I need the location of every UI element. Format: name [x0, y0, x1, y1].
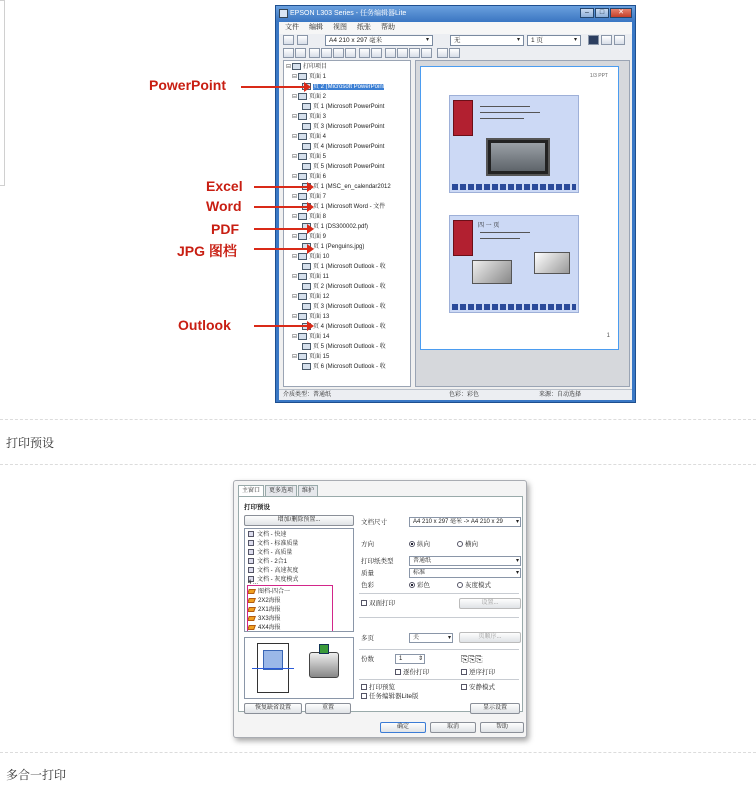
collapse-icon[interactable]: ⊟ — [292, 254, 298, 260]
toolbar-row-2 — [279, 47, 632, 60]
color-radio[interactable] — [409, 581, 430, 590]
tree-page-node[interactable] — [292, 272, 329, 282]
label-powerpoint: PowerPoint — [149, 77, 227, 93]
collate-checkbox[interactable] — [395, 668, 429, 677]
multipage-select[interactable] — [409, 633, 453, 643]
collapse-icon[interactable]: ⊟ — [292, 154, 298, 160]
menu-help[interactable]: 帮助 — [381, 24, 395, 31]
label-excel: Excel — [206, 178, 243, 194]
paper-type-label: 打印纸类型 — [361, 558, 394, 565]
page-icon — [298, 333, 307, 340]
tree-node-label: 页面 6 — [309, 174, 327, 180]
arrow-icon — [254, 206, 308, 208]
tree-node-label: 页 3 (Microsoft PowerPoint — [313, 124, 385, 130]
collapse-icon[interactable]: ⊟ — [292, 354, 298, 360]
multipage-label: 多页 — [361, 635, 374, 642]
menu-paper[interactable]: 纸张 — [357, 24, 371, 31]
maximize-button[interactable]: □ — [595, 8, 609, 18]
divider — [359, 593, 519, 594]
window-controls — [580, 8, 632, 18]
document-icon — [248, 531, 254, 537]
document-icon — [302, 303, 311, 310]
tree-doc-node[interactable] — [302, 262, 386, 272]
add-remove-presets-button[interactable]: 增加/删除预置... — [244, 515, 354, 526]
paper-size-combo[interactable] — [325, 35, 433, 46]
radio-icon — [457, 541, 463, 547]
doc-size-select[interactable] — [409, 517, 521, 527]
page-icon — [298, 193, 307, 200]
tree-node-label: 页 6 (Microsoft Outlook - 收 — [313, 364, 386, 370]
tree-node-label: 页 4 (Microsoft Outlook - 收 — [313, 324, 386, 330]
paste-icon[interactable] — [333, 48, 344, 58]
preset-label: 4X4海报 — [258, 625, 281, 631]
remove-page-icon[interactable] — [421, 48, 432, 58]
tree-doc-node[interactable] — [302, 142, 384, 152]
tree-node-label: 页 1 (DS300002.pdf) — [313, 224, 369, 230]
landscape-radio[interactable] — [457, 540, 478, 549]
grayscale-label: 灰度模式 — [465, 582, 491, 589]
preview-pane — [415, 60, 630, 387]
tree-node-label: 页面 5 — [309, 154, 327, 160]
preset-item[interactable] — [248, 558, 287, 567]
collapse-icon[interactable]: ⊟ — [292, 234, 298, 240]
tree-node-label: 页面 3 — [309, 114, 327, 120]
collapse-icon[interactable]: ⊟ — [292, 274, 298, 280]
tree-doc-node[interactable] — [302, 202, 385, 212]
printer-icon — [309, 652, 339, 678]
status-bar — [279, 389, 632, 400]
portrait-radio[interactable] — [409, 540, 430, 549]
chevron-down-icon: ▾ — [515, 558, 519, 564]
document-icon — [302, 263, 311, 270]
zoom-in-icon[interactable] — [437, 48, 448, 58]
zoom-out-icon[interactable] — [449, 48, 460, 58]
tree-page-node[interactable] — [292, 132, 326, 142]
page-combo[interactable] — [527, 35, 581, 46]
tree-doc-node[interactable] — [302, 302, 386, 312]
document-icon — [302, 163, 311, 170]
preset-label: 文档 - 标准质量 — [257, 541, 299, 547]
duplex-settings-button[interactable]: 设置... — [459, 598, 521, 609]
tree-node-label: 页面 8 — [309, 214, 327, 220]
chevron-down-icon: ▾ — [515, 519, 519, 525]
radio-icon — [409, 541, 415, 547]
chevron-down-icon: ▾ — [516, 37, 520, 43]
preset-item[interactable] — [248, 540, 298, 549]
text-line — [480, 112, 540, 113]
highlight-box — [247, 585, 333, 632]
copies-value: 1 — [399, 656, 403, 662]
page-icon — [298, 233, 307, 240]
text-line — [480, 106, 530, 107]
paper-size-value: A4 210 x 297 毫米 — [329, 37, 383, 44]
document-icon — [302, 123, 311, 130]
tree-page-node[interactable] — [292, 152, 326, 162]
text-line — [480, 232, 530, 233]
document-icon — [302, 283, 311, 290]
collate-pages-icon: ⎘⎘⎘ — [461, 654, 483, 664]
preset-item[interactable] — [248, 567, 298, 576]
reverse-checkbox[interactable] — [461, 668, 495, 677]
preset-label: 文档 - 高质量 — [257, 550, 293, 556]
tree-node-label: 页 2 (Microsoft Outlook - 收 — [313, 284, 386, 290]
document-icon — [248, 567, 254, 573]
minimize-button[interactable]: – — [580, 8, 594, 18]
page-icon — [298, 113, 307, 120]
tree-page-node[interactable] — [292, 92, 326, 102]
preset-label: 文档 - 2合1 — [257, 559, 288, 565]
preset-label: 4 ... — [248, 580, 259, 586]
tree-doc-node[interactable] — [302, 362, 386, 372]
document-icon — [248, 549, 254, 555]
collate-label: 逐份打印 — [403, 669, 429, 676]
scanner-image — [534, 252, 570, 274]
tree-doc-node[interactable] — [302, 102, 384, 112]
tree-node-label: 页 1 (Microsoft PowerPoint — [313, 104, 385, 110]
page-icon — [298, 273, 307, 280]
document-icon — [248, 558, 254, 564]
divider — [359, 679, 519, 680]
page-icon — [298, 173, 307, 180]
quality-label: 质量 — [361, 570, 374, 577]
copies-input[interactable] — [395, 654, 425, 664]
move-down-icon[interactable] — [397, 48, 408, 58]
tree-node-label: 页 5 (Microsoft Outlook - 收 — [313, 344, 386, 350]
undo-icon[interactable] — [283, 48, 294, 58]
toolbar-row-1 — [279, 34, 632, 47]
margin-arrow — [252, 668, 294, 669]
phone-image — [453, 220, 473, 256]
tree-node-label: 页面 11 — [309, 274, 329, 280]
multipage-value: 关 — [413, 635, 420, 641]
slide-title: 四 一 页 — [478, 223, 500, 229]
collapse-icon[interactable]: ⊟ — [292, 174, 298, 180]
printer-icon — [292, 63, 301, 70]
delete-icon[interactable] — [345, 48, 356, 58]
collapse-icon[interactable]: ⊟ — [292, 314, 298, 320]
window-client — [279, 22, 632, 400]
quality-value: 标准 — [413, 570, 426, 576]
arrow-icon — [254, 325, 308, 327]
presets-heading: 打印预设 — [244, 504, 270, 511]
preview-icon[interactable] — [297, 35, 308, 45]
collapse-icon[interactable]: ⊟ — [292, 94, 298, 100]
quiet-mode-checkbox[interactable] — [461, 683, 495, 692]
page-icon — [298, 353, 307, 360]
arrow-icon — [254, 248, 308, 250]
page-icon — [298, 73, 307, 80]
page-number: 1 — [606, 333, 610, 339]
menu-view[interactable]: 视图 — [333, 24, 347, 31]
monitor-image — [486, 138, 550, 176]
label-word: Word — [206, 198, 242, 214]
preset-label: 2X1海报 — [258, 607, 281, 613]
tree-page-node[interactable] — [292, 172, 326, 182]
arrow-icon — [241, 86, 305, 88]
radio-icon — [457, 582, 463, 588]
layout-preview — [244, 637, 354, 699]
restore-defaults-button[interactable]: 恢复缺省设置 — [244, 703, 302, 714]
tree-page-node[interactable] — [292, 292, 329, 302]
tree-page-node[interactable] — [292, 212, 326, 222]
tree-node-label: 页 2 (Microsoft PowerPoint — [313, 84, 385, 90]
duplex-checkbox[interactable] — [361, 599, 395, 608]
section-title-presets: 打印预设 — [6, 436, 55, 450]
reset-button[interactable]: 重置 — [305, 703, 351, 714]
tree-doc-node[interactable] — [302, 82, 384, 92]
tree-doc-node[interactable] — [302, 322, 386, 332]
tree-node-label: 页面 7 — [309, 194, 327, 200]
tree-node-label: 页面 4 — [309, 134, 327, 140]
chevron-down-icon: ▾ — [425, 37, 429, 43]
checkbox-icon — [395, 669, 401, 675]
page-icon — [298, 213, 307, 220]
color-label: 色彩 — [361, 582, 374, 589]
page-icon — [298, 253, 307, 260]
document-icon — [302, 103, 311, 110]
job-editor-window — [275, 5, 636, 403]
preset-label: 2X2海报 — [258, 598, 281, 604]
tree-node-label: 页 1 (Microsoft Word - 文件 — [313, 204, 386, 210]
icon-strip — [452, 184, 576, 190]
tree-node-label: 页面 14 — [309, 334, 330, 340]
menu-bar — [279, 22, 632, 34]
tree-node-label: 页 1 (Penguins.jpg) — [313, 244, 365, 250]
tree-page-node[interactable] — [292, 352, 329, 362]
close-button[interactable]: ✕ — [610, 8, 632, 18]
copies-label: 份数 — [361, 656, 374, 663]
chevron-down-icon: ▾ — [447, 635, 451, 641]
preset-label: 文档 - 灰度模式 — [257, 577, 299, 583]
tree-node-label: 页面 15 — [309, 354, 330, 360]
tab-maintenance[interactable]: 维护 — [298, 485, 318, 496]
color-option-label: 彩色 — [417, 582, 430, 589]
menu-edit[interactable]: 编辑 — [309, 24, 323, 31]
collapse-icon[interactable]: ⊟ — [292, 194, 298, 200]
radio-icon — [409, 582, 415, 588]
grayscale-radio[interactable] — [457, 581, 491, 590]
tree-node-label: 页面 13 — [309, 314, 330, 320]
tree-page-node[interactable] — [292, 192, 326, 202]
divider — [359, 649, 519, 650]
tree-node-label: 页面 1 — [309, 74, 327, 80]
document-icon — [302, 363, 311, 370]
left-border-panel — [0, 0, 5, 186]
status-media: 介质类型：普通纸 — [283, 392, 332, 398]
text-line — [480, 238, 520, 239]
icon-strip — [452, 304, 576, 310]
quality-select[interactable] — [409, 568, 521, 578]
arrow-icon — [254, 186, 308, 188]
layout-value: 无 — [454, 37, 461, 44]
status-source: 来源：自动选择 — [539, 392, 582, 398]
duplex-label: 双面打印 — [369, 600, 395, 607]
checkbox-icon — [461, 684, 467, 690]
tree-doc-node[interactable] — [302, 122, 384, 132]
document-icon — [302, 143, 311, 150]
label-outlook: Outlook — [178, 317, 231, 333]
rotate-icon[interactable] — [359, 48, 370, 58]
main-panel — [238, 496, 523, 712]
preview-checkbox[interactable] — [361, 683, 395, 692]
section-title-all-in-one: 多合一打印 — [6, 768, 67, 782]
tree-page-node[interactable] — [292, 72, 326, 82]
printer-image — [472, 260, 512, 284]
reverse-label: 逆序打印 — [469, 669, 495, 676]
tree-node-label: 页 1 (Microsoft Outlook - 收 — [313, 264, 386, 270]
preset-label: 图档-四合一 — [258, 589, 290, 595]
paper-type-select[interactable] — [409, 556, 521, 566]
presets-list[interactable] — [244, 528, 354, 632]
redo-icon[interactable] — [295, 48, 306, 58]
preset-label: 文档 - 高速灰度 — [257, 568, 299, 574]
checkbox-icon — [361, 693, 367, 699]
landscape-label: 横向 — [465, 541, 478, 548]
page-preview-icon — [257, 643, 289, 693]
job-editor-label: 任务编辑器Lite版 — [369, 693, 419, 700]
tree-doc-node[interactable] — [302, 182, 391, 192]
collapse-icon[interactable]: ⊟ — [292, 74, 298, 80]
tree-root[interactable]: ⊟ 打印项目 — [286, 64, 328, 70]
separator — [0, 464, 756, 465]
collapse-icon[interactable]: ⊟ — [292, 114, 298, 120]
tree-page-node[interactable] — [292, 112, 326, 122]
chevron-down-icon: ▾ — [515, 570, 519, 576]
view-two-icon[interactable] — [601, 35, 612, 45]
collapse-icon[interactable]: ⊟ — [292, 334, 298, 340]
paper-icon — [319, 644, 329, 654]
show-settings-button[interactable]: 显示设置 — [470, 703, 520, 714]
doc-size-value: A4 210 x 297 毫米 -> A4 210 x 29 — [413, 519, 503, 525]
chevron-down-icon: ▾ — [573, 37, 577, 43]
phone-image — [453, 100, 473, 136]
print-icon[interactable] — [283, 35, 294, 45]
add-page-icon[interactable] — [409, 48, 420, 58]
text-line — [480, 118, 524, 119]
spinner-icon[interactable]: ⇕ — [417, 656, 423, 662]
move-up-icon[interactable] — [385, 48, 396, 58]
tree-node-label: 页 5 (Microsoft PowerPoint — [313, 164, 385, 170]
divider — [359, 617, 519, 618]
label-jpg: JPG 图档 — [177, 243, 237, 259]
status-color: 色彩：彩色 — [449, 392, 480, 398]
job-editor-checkbox[interactable] — [361, 692, 418, 701]
checkbox-icon — [361, 684, 367, 690]
checkbox-icon — [361, 600, 367, 606]
portrait-label: 纵向 — [417, 541, 430, 548]
slide-thumbnail-1 — [449, 95, 579, 193]
tree-doc-node[interactable] — [302, 342, 386, 352]
tree-node-label: 页 3 (Microsoft Outlook - 收 — [313, 304, 386, 310]
tab-bar — [238, 485, 319, 496]
orientation-label: 方向 — [361, 541, 374, 548]
page-icon — [298, 133, 307, 140]
tree-node-label: 页 4 (Microsoft PowerPoint — [313, 144, 385, 150]
checkbox-icon — [461, 669, 467, 675]
doc-size-label: 文档尺寸 — [361, 519, 387, 526]
slide-thumbnail-2 — [449, 215, 579, 313]
collapse-icon[interactable]: ⊟ — [292, 294, 298, 300]
layout-combo[interactable] — [450, 35, 524, 46]
view-grid-icon[interactable] — [614, 35, 625, 45]
separator — [0, 752, 756, 753]
tree-node-label: 页面 10 — [309, 254, 330, 260]
print-items-tree[interactable] — [283, 60, 411, 387]
tree-node-label: 页面 12 — [309, 294, 330, 300]
window-titlebar — [276, 6, 635, 21]
quiet-label: 安静模式 — [469, 684, 495, 691]
tree-doc-node[interactable] — [302, 162, 384, 172]
tree-node-label: 页面 2 — [309, 94, 327, 100]
collapse-icon[interactable]: ⊟ — [292, 134, 298, 140]
preset-item[interactable] — [248, 531, 286, 540]
cancel-button[interactable]: 取消 — [430, 722, 476, 733]
print-settings-dialog — [233, 480, 527, 738]
page-icon — [298, 93, 307, 100]
app-icon — [279, 9, 288, 18]
preset-label: 文档 - 快速 — [257, 532, 287, 538]
tree-page-node[interactable] — [292, 332, 329, 342]
page-combo-value: 1 页 — [531, 37, 543, 44]
preset-item[interactable] — [248, 549, 292, 558]
tab-main[interactable]: 主窗口 — [238, 485, 264, 496]
page-header: 1/3 PPT — [589, 73, 608, 79]
preview-label: 打印预览 — [369, 684, 395, 691]
ok-button[interactable]: 确定 — [380, 722, 426, 733]
page-icon — [298, 313, 307, 320]
cut-icon[interactable] — [309, 48, 320, 58]
preset-label: 3X3海报 — [258, 616, 281, 622]
image-area — [263, 650, 283, 670]
tree-doc-node[interactable] — [302, 282, 386, 292]
window-title: EPSON L303 Series - 任务编辑器Lite — [290, 10, 407, 17]
paper-type-value: 普通纸 — [413, 558, 432, 564]
tree-node-label: 页 1 (MSC_en_calendar2012 — [313, 184, 391, 190]
page-order-button[interactable]: 页顺序... — [459, 632, 521, 643]
copy-icon[interactable] — [321, 48, 332, 58]
arrow-icon — [254, 228, 308, 230]
help-button[interactable]: 帮助 — [480, 722, 524, 733]
page-icon — [298, 153, 307, 160]
tab-more-options[interactable]: 更多选项 — [265, 485, 297, 496]
separator — [0, 419, 756, 420]
menu-file[interactable]: 文件 — [285, 24, 299, 31]
tree-node-label: 页面 9 — [309, 234, 327, 240]
page-icon — [298, 293, 307, 300]
document-icon — [248, 540, 254, 546]
label-pdf: PDF — [211, 221, 239, 237]
collapse-icon[interactable]: ⊟ — [292, 214, 298, 220]
document-icon — [302, 343, 311, 350]
view-one-icon[interactable] — [588, 35, 599, 45]
preview-page — [420, 66, 619, 350]
flip-icon[interactable] — [371, 48, 382, 58]
